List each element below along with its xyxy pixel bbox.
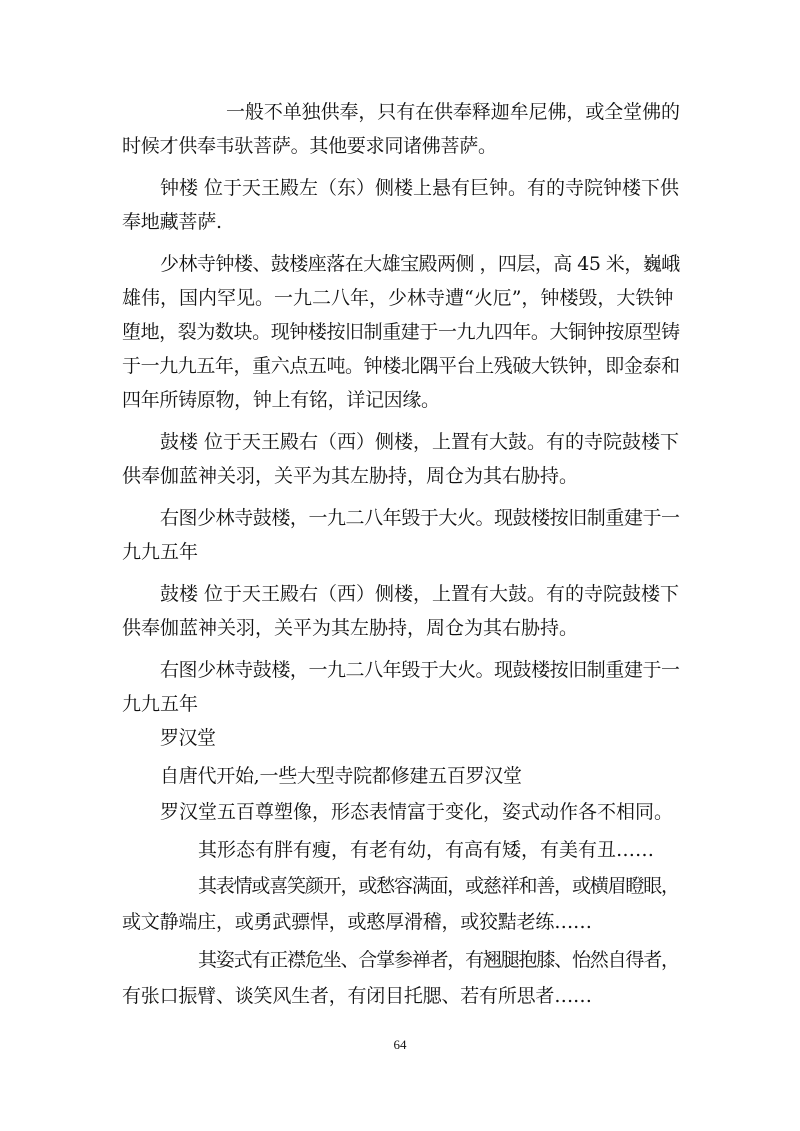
text-line: 四年所铸原物，钟上有铭，详记因缘。 <box>122 389 440 411</box>
text-line: 鼓楼 位于天王殿右（西）侧楼，上置有大鼓。有的寺院鼓楼下 <box>160 583 680 605</box>
text-line: 钟楼 位于天王殿左（东）侧楼上悬有巨钟。有的寺院钟楼下供 <box>160 177 680 199</box>
text-line: 一般不单独供奉，只有在供奉释迦牟尼佛，或全堂佛的 <box>226 101 680 123</box>
text-line: 少林寺钟楼、鼓楼座落在大雄宝殿两侧 ，四层，高 45 米，巍峨 <box>160 253 680 275</box>
text-line: 九九五年 <box>122 693 199 715</box>
text-line: 供奉伽蓝神关羽，关平为其左胁持，周仓为其右胁持。 <box>122 617 579 639</box>
text-line: 或文静端庄，或勇武骠悍，或憨厚滑稽，或狡黠老练…… <box>122 911 592 933</box>
text-line: 鼓楼 位于天王殿右（西）侧楼，上置有大鼓。有的寺院鼓楼下 <box>160 431 680 453</box>
text-line: 其表情或喜笑颜开，或愁容满面，或慈祥和善，或横眉瞪眼， <box>198 875 679 897</box>
text-line: 右图少林寺鼓楼，一九二八年毁于大火。现鼓楼按旧制重建于一 <box>160 659 680 681</box>
text-line: 右图少林寺鼓楼，一九二八年毁于大火。现鼓楼按旧制重建于一 <box>160 507 680 529</box>
text-line: 其姿式有正襟危坐、合掌参禅者，有翘腿抱膝、怡然自得者， <box>198 949 679 971</box>
text-line: 于一九九五年，重六点五吨。钟楼北隅平台上残破大铁钟，即金泰和 <box>122 355 680 377</box>
text-line: 其形态有胖有瘦，有老有幼，有高有矮，有美有丑…… <box>198 839 655 861</box>
text-line: 堕地，裂为数块。现钟楼按旧制重建于一九九四年。大铜钟按原型铸 <box>122 321 680 343</box>
text-line: 奉地藏菩萨. <box>122 211 222 233</box>
text-line: 罗汉堂五百尊塑像，形态表情富于变化，姿式动作各不相同。 <box>160 801 674 823</box>
text-line: 时候才供奉韦驮菩萨。其他要求同诸佛菩萨。 <box>122 135 497 157</box>
page-number: 64 <box>393 1037 407 1052</box>
text-line: 自唐代开始,一些大型寺院都修建五百罗汉堂 <box>160 765 522 787</box>
text-line: 供奉伽蓝神关羽，关平为其左胁持，周仓为其右胁持。 <box>122 465 579 487</box>
text-line: 雄伟，国内罕见。一九二八年，少林寺遭“火厄”，钟楼毁，大铁钟 <box>122 287 674 309</box>
text-line: 九九五年 <box>122 541 199 563</box>
section-heading: 罗汉堂 <box>160 727 216 749</box>
text-line: 有张口振臂、谈笑风生者，有闭目托腮、若有所思者…… <box>122 985 592 1007</box>
